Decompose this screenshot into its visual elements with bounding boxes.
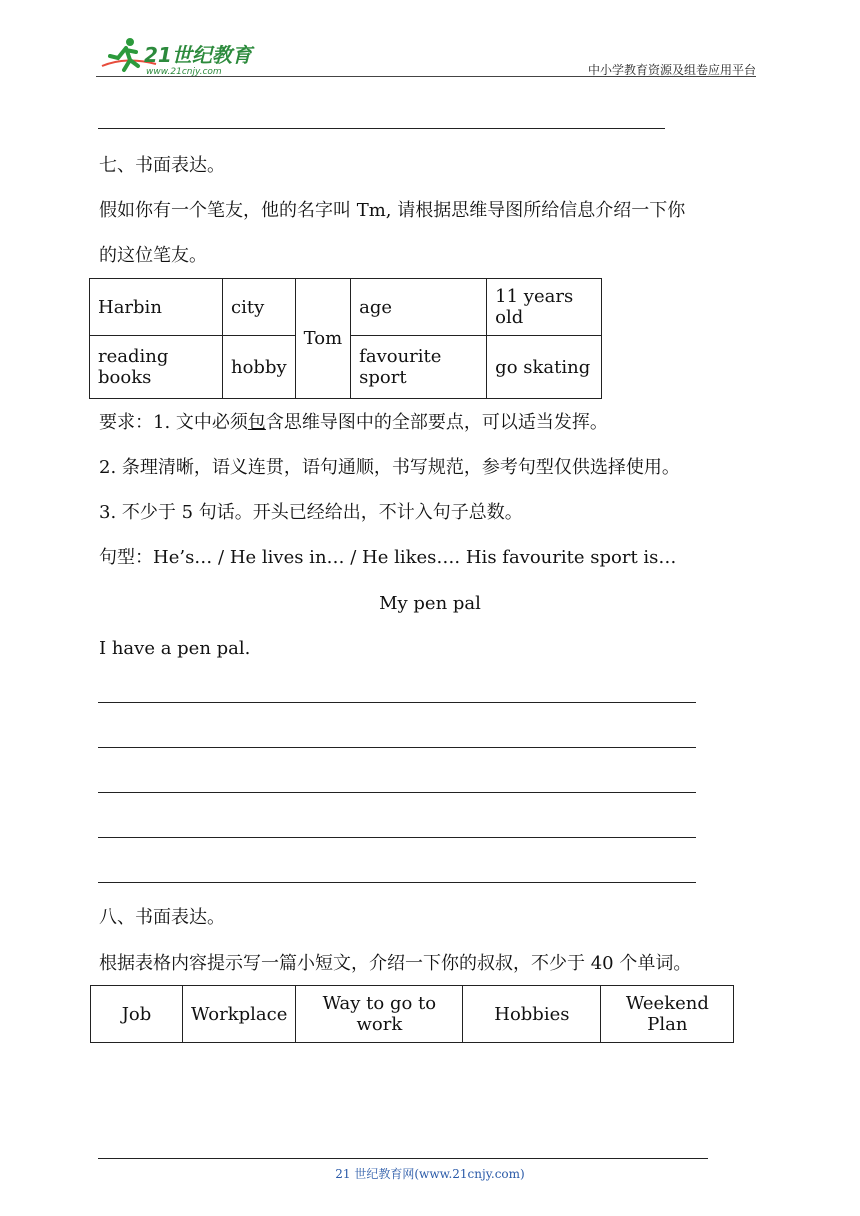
requirement-3: 3. 不少于 5 句话。开头已经给出，不计入句子总数。 [99, 502, 523, 523]
logo-url: www.21cnjy.com [146, 67, 222, 77]
writing-line[interactable] [98, 702, 696, 703]
cell-hobby: hobby [223, 336, 296, 399]
col-weekend-plan: Weekend Plan [601, 986, 734, 1043]
section7-intro-line2: 的这位笔友。 [99, 245, 207, 266]
cell-harbin: Harbin [90, 279, 223, 336]
cell-age-value: 11 years old [487, 279, 602, 336]
uncle-info-table [90, 985, 734, 1043]
cell-city: city [223, 279, 296, 336]
cell-favourite-sport: favourite sport [351, 336, 487, 399]
footer-divider [98, 1158, 708, 1159]
requirement-1-post: 含思维导图中的全部要点，可以适当发挥。 [265, 412, 608, 433]
mind-map-table [89, 278, 602, 399]
header-platform-text: 中小学教育资源及组卷应用平台 [587, 63, 756, 77]
essay-start: I have a pen pal. [99, 638, 251, 659]
writing-line[interactable] [98, 792, 696, 793]
requirement-1 [99, 411, 608, 435]
requirement-1-underlined: 包 [247, 412, 266, 433]
col-job: Job [91, 986, 183, 1043]
col-way-to-work: Way to go to work [296, 986, 463, 1043]
col-workplace: Workplace [183, 986, 296, 1043]
cell-reading-books: reading books [90, 336, 223, 399]
section8-intro: 根据表格内容提示写一篇小短文，介绍一下你的叔叔，不少于 40 个单词。 [99, 953, 692, 974]
cell-age: age [351, 279, 487, 336]
section7-intro-line1: 假如你有一个笔友，他的名字叫 Tm, 请根据思维导图所给信息介绍一下你 [99, 200, 686, 221]
cell-go-skating: go skating [487, 336, 602, 399]
cell-tom: Tom [295, 279, 351, 399]
writing-line[interactable] [98, 747, 696, 748]
answer-line[interactable] [98, 128, 665, 129]
section7-title: 七、书面表达。 [99, 155, 225, 176]
section8-title: 八、书面表达。 [99, 907, 225, 928]
logo-text: 21世纪教育 [144, 43, 252, 67]
requirement-1-pre: 要求：1. 文中必须 [99, 412, 248, 433]
col-hobbies: Hobbies [463, 986, 601, 1043]
site-logo [96, 36, 256, 80]
footer-link[interactable]: 21 世纪教育网(www.21cnjy.com) [335, 1167, 525, 1181]
essay-title: My pen pal [379, 593, 481, 614]
requirement-2: 2. 条理清晰，语义连贯，语句通顺，书写规范，参考句型仅供选择使用。 [99, 457, 680, 478]
writing-line[interactable] [98, 837, 696, 838]
header-divider [96, 76, 756, 77]
sentence-patterns: 句型：He’s… / He lives in… / He likes…. His favourite sport is… [99, 547, 677, 568]
writing-line[interactable] [98, 882, 696, 883]
